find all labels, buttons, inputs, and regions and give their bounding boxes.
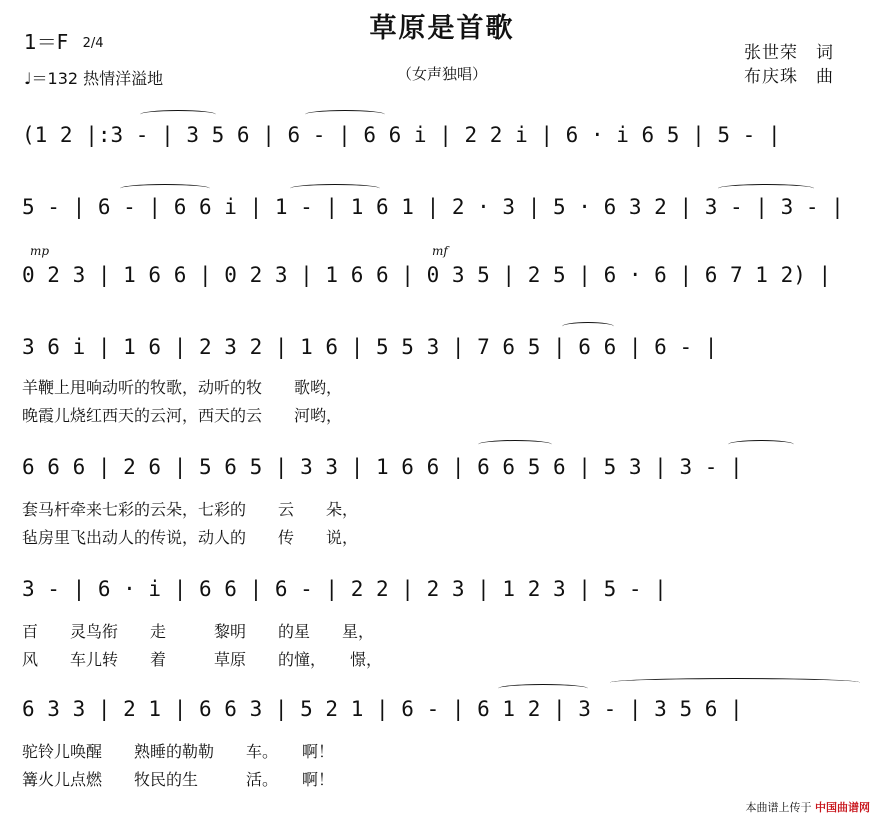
lyricist-credit: 张世荣 词 bbox=[744, 43, 834, 63]
tie-mark bbox=[728, 440, 794, 449]
score-line-6: 3 - | 6 · i | 6 6 | 6 - | 2 2 | 2 3 | 1 2 3 | 5 - | bbox=[22, 577, 667, 601]
slur-mark bbox=[478, 440, 552, 449]
score-line-1: (1 2 |:3 - | 3 5 6 | 6 - | 6 6 i | 2 2 i | 6 · i 6 5 | 5 - | bbox=[22, 123, 781, 147]
lyric-verse1-line4: 驼铃儿唤醒 熟睡的勒勒 车。 啊！ bbox=[22, 742, 335, 761]
lyric-verse1-line1: 羊鞭上甩响动听的牧歌，动听的牧 歌哟， bbox=[22, 378, 343, 397]
slur-mark bbox=[610, 678, 860, 687]
performance-note: （女声独唱） bbox=[396, 65, 487, 83]
source-footer bbox=[746, 799, 871, 815]
lyric-verse1-line3: 百 灵鸟衔 走 黎明 的星 星， bbox=[22, 622, 375, 641]
score-line-7: 6 3 3 | 2 1 | 6 6 3 | 5 2 1 | 6 - | 6 1 2 | 3 - | 3 5 6 | bbox=[22, 697, 743, 721]
composer-credit: 布庆珠 曲 bbox=[744, 67, 834, 87]
lyric-verse2-line2: 毡房里飞出动人的传说，动人的 传 说， bbox=[22, 528, 359, 547]
lyric-verse2-line1: 晚霞儿烧红西天的云河，西天的云 河哟， bbox=[22, 406, 343, 425]
tempo-marking: ♩＝132 热情洋溢地 bbox=[24, 69, 164, 88]
lyric-verse1-line2: 套马杆牵来七彩的云朵，七彩的 云 朵， bbox=[22, 500, 359, 519]
time-signature: 2/4 bbox=[82, 36, 104, 51]
dynamic-mf: mf bbox=[432, 244, 448, 258]
footer-text: 本曲谱上传于 bbox=[745, 801, 812, 814]
dynamic-mp: mp bbox=[30, 244, 50, 258]
score-line-5: 6 6 6 | 2 6 | 5 6 5 | 3 3 | 1 6 6 | 6 6 5 6 | 5 3 | 3 - | bbox=[22, 455, 743, 479]
lyric-verse2-line3: 风 车儿转 着 草原 的憧， 憬， bbox=[22, 650, 383, 669]
score-line-3: 0 2 3 | 1 6 6 | 0 2 3 | 1 6 6 | 0 3 5 | 2 5 | 6 · 6 | 6 7 1 2) | bbox=[22, 263, 832, 287]
score-line-2: 5 - | 6 - | 6 6 i | 1 - | 1 6 1 | 2 · 3 | 5 · 6 3 2 | 3 - | 3 - | bbox=[22, 195, 844, 219]
lyric-verse2-line4: 篝火儿点燃 牧民的生 活。 啊！ bbox=[22, 770, 335, 789]
site-logo-text: 中国曲谱网 bbox=[815, 801, 870, 814]
score-line-4: 3 6 i | 1 6 | 2 3 2 | 1 6 | 5 5 3 | 7 6 5 | 6 6 | 6 - | bbox=[22, 335, 718, 359]
key-signature bbox=[24, 26, 104, 55]
key-text: 1＝F bbox=[24, 30, 69, 54]
song-title: 草原是首歌 bbox=[369, 13, 515, 44]
